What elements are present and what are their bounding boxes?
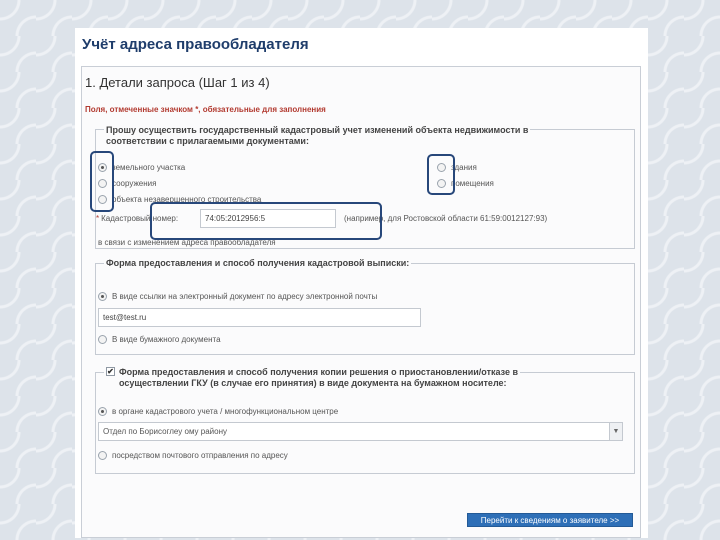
highlight-building-radios xyxy=(427,154,455,195)
decision-copy-checkbox[interactable]: ✔ xyxy=(107,366,114,376)
radio-paper[interactable] xyxy=(98,335,221,344)
radio-premises-label: помещения xyxy=(451,179,494,188)
radio-structure-label: сооружения xyxy=(112,179,157,188)
radio-office-label: в органе кадастрового учета / многофункциональном центре xyxy=(112,407,339,416)
radio-paper-label: В виде бумажного документа xyxy=(112,335,221,344)
radio-paper-button[interactable] xyxy=(98,335,107,344)
address-change-note: в связи с изменением адреса правообладателя xyxy=(98,238,276,247)
email-input[interactable] xyxy=(98,308,421,327)
radio-office-button[interactable] xyxy=(98,407,107,416)
request-form xyxy=(81,66,641,538)
cadastral-number-label: * Кадастровый номер: xyxy=(96,214,179,223)
radio-office[interactable] xyxy=(98,407,338,416)
radio-mail[interactable] xyxy=(98,451,288,460)
office-select[interactable] xyxy=(98,422,623,441)
radio-mail-label: посредством почтового отправления по адресу xyxy=(112,451,288,460)
highlight-land-radios xyxy=(90,151,114,212)
radio-mail-button[interactable] xyxy=(98,451,107,460)
object-type-legend: Прошу осуществить государственный кадастровый учет изменений объекта недвижимости в соответствии с прилагаемыми документами: xyxy=(106,125,529,146)
slide xyxy=(75,28,648,538)
slide-title: Учёт адреса правообладателя xyxy=(82,36,309,53)
radio-electronic-button[interactable] xyxy=(98,292,107,301)
highlight-cadastral-input xyxy=(150,202,382,240)
chevron-down-icon[interactable]: ▼ xyxy=(609,423,622,440)
next-step-button[interactable]: Перейти к сведениям о заявителе >> xyxy=(467,513,633,527)
radio-electronic[interactable] xyxy=(98,292,377,301)
cadastral-number-hint: (например, для Ростовской области 61:59:0012127:93) xyxy=(344,214,548,223)
radio-electronic-label: В виде ссылки на электронный документ по адресу электронной почты xyxy=(112,292,378,301)
office-select-value: Отдел по Борисоглеу ому району xyxy=(103,427,228,436)
radio-construction-label: объекта незавершенного строительства xyxy=(112,195,262,204)
decision-copy-legend: ✔ Форма предоставления и способ получения копии решения о приостановлении/отказе в осуществлении ГКУ (в случае его принятия) в виде документа на бумажном носителе: xyxy=(104,367,520,389)
form-title: 1. Детали запроса (Шаг 1 из 4) xyxy=(85,75,270,90)
radio-land-label: земельного участка xyxy=(112,163,186,172)
radio-building-label: здания xyxy=(451,163,477,172)
extract-delivery-legend: Форма предоставления и способ получения кадастровой выписки: xyxy=(106,258,410,268)
mandatory-note: Поля, отмеченные значком *, обязательные для заполнения xyxy=(85,105,326,114)
